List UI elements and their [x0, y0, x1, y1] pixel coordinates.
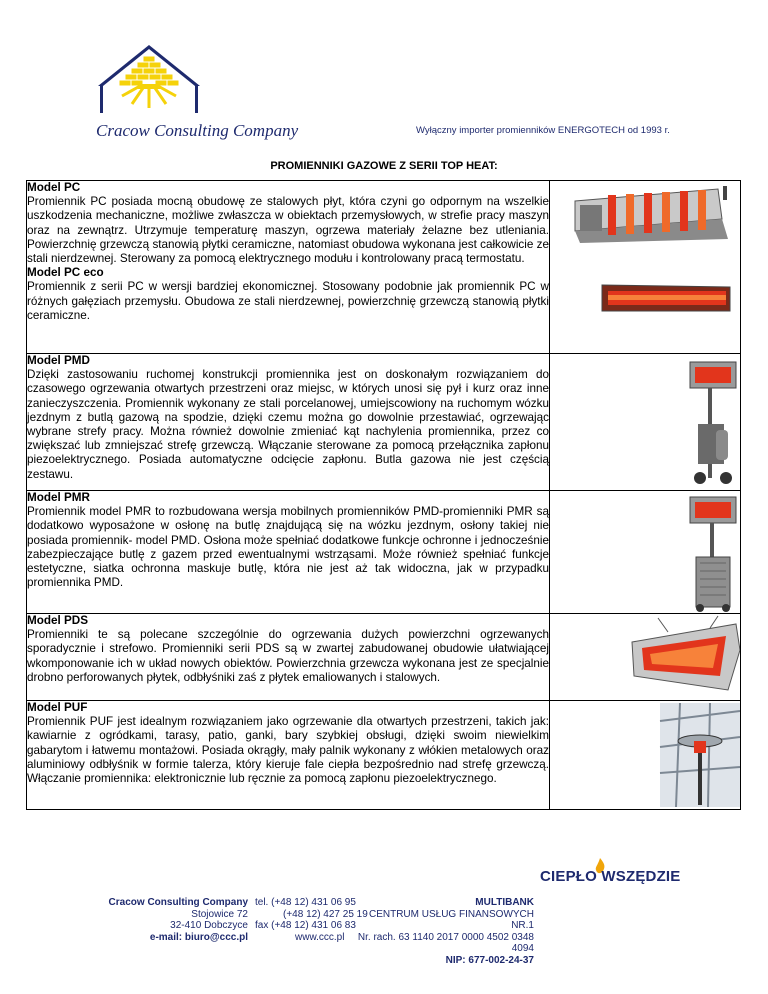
- product-cell: [27, 701, 550, 810]
- table-row: [27, 614, 741, 701]
- table-row: [27, 354, 741, 491]
- footer-bank-center: CENTRUM USŁUG FINANSOWYCH NR.1: [368, 908, 534, 931]
- heater-puf-image: [550, 701, 740, 809]
- importer-note: Wyłączny importer promienników ENERGOTECH od 1993 r.: [416, 125, 670, 136]
- product-description: Promiennik z serii PC w wersji bardziej ekonomicznej. Stosowany podobnie jak promiennik PC w różnych gałęziach przemysłu. Obudowa ze stali nierdzewnej, powierzchnię grzewczą stanowią płytki ceramiczne.: [27, 280, 549, 322]
- heater-pmr-image: [550, 491, 740, 613]
- footer-email[interactable]: e-mail: biuro@ccc.pl: [149, 931, 248, 943]
- company-name: Cracow Consulting Company: [96, 121, 299, 140]
- footer-fax: fax (+48 12) 431 06 83: [255, 920, 356, 931]
- product-name: Model PUF: [27, 701, 88, 714]
- heater-pmd-image: [550, 354, 740, 490]
- footer-tel2: (+48 12) 427 25 19: [283, 908, 368, 920]
- product-cell: [27, 614, 550, 701]
- product-name: Model PDS: [27, 614, 89, 627]
- product-image-cell: [550, 701, 741, 810]
- heater-pc-eco-image: [550, 281, 740, 315]
- product-description: Promienniki te są polecane szczególnie do ogrzewania dużych powierzchni ogrzewanych sporadycznie i strefowo. Promienniki serii PDS są w zwartej zabudowanej obudowie ułatwiającej wkomponowanie ich w układ nowych obiektów. Powierzchnia grzewcza wykonana jest ze specjalnie drobno perforowanych płytek, odbłyśniki zaś z płytek emaliowanych i stalowych.: [27, 628, 549, 684]
- product-description: Promiennik model PMR to rozbudowana wersja mobilnych promienników PMD-promienniki PMR są dodatkowo wyposażone w osłonę na butlę znajdującą się na wózku jezdnym, osłony takiej nie posiada promiennik- model PMD. Osłona może spełniać dodatkowe funkcje ochronne i jednocześnie zabezpieczające butlę z gazem przed ewentualnymi wstrząsami. Może również spełniać funkcje estetyczne, siatka ochronna maskuje butlę, która nie jest aż tak widoczna, jak w przypadku promiennika PMD.: [27, 505, 549, 590]
- product-cell: [27, 181, 550, 354]
- product-cell: [27, 491, 550, 614]
- footer-tel: tel. (+48 12) 431 06 95: [255, 897, 356, 908]
- footer-website[interactable]: www.ccc.pl: [295, 931, 345, 943]
- footer-address: [90, 897, 248, 943]
- heater-pc-image: [550, 181, 740, 353]
- product-description: Promiennik PC posiada mocną obudowę ze stalowych płyt, która czyni go odpornym na wszelkie uszkodzenia mechaniczne, możliwe zwłaszcza w obiektach przemysłowych, w strefie pracy maszyn oraz na zewnątrz. Utrzymuje temperaturę maszyn, ogrzewa materiały żelazne bez utleniania. Powierzchnię grzewczą stanowią płytki ceramiczne, natomiast obudowa wykonana jest całkowicie ze stali nierdzewnej. Sterowany za pomocą elektrycznego modułu i kontrolowany pracą termostatu.: [27, 195, 549, 266]
- product-name: Model PMD: [27, 354, 90, 367]
- product-image-cell: [550, 491, 741, 614]
- product-name: Model PC eco: [27, 266, 104, 280]
- table-row: [27, 181, 741, 354]
- table-row: [27, 701, 741, 810]
- brand-slogan: CIEPŁO WSZĘDZIE: [540, 868, 681, 885]
- company-logo: [96, 42, 202, 114]
- product-name: Model PC: [27, 181, 81, 194]
- product-image-cell: [550, 354, 741, 491]
- product-image-cell: [550, 181, 741, 354]
- footer-account: Nr. rach. 63 1140 2017 0000 4502 0348 4094: [357, 931, 534, 954]
- footer-nip: NIP: 677-002-24-37: [445, 954, 534, 966]
- product-name: Model PMR: [27, 491, 90, 504]
- heater-pds-image: [550, 614, 740, 700]
- product-cell: [27, 354, 550, 491]
- footer-street: Stojowice 72: [191, 908, 248, 920]
- product-description: Dzięki zastosowaniu ruchomej konstrukcji promiennika jest on doskonałym rozwiązaniem do czasowego ogrzewania otwartych przestrzeni oraz miejsc, w których unosi się pył i kurz oraz inne zanieczyszczenia. Promiennik wykonany ze stali porcelanowej, umiejscowiony na ruchomym wózku jezdnym z butlą gazową na spodzie, dzięki czemu można go dowolnie przestawiać, ogrzewając wybrane strefy pracy. Można również dowolnie zmieniać kąt nachylenia promiennika, przez co zwiększać lub zmniejszać strefę grzewczą. Włączanie sterowane za pomocą przełącznika zapłonu piezoelektrycznego. Posiada automatyczne odcięcie zapłonu. Butla gazowa nie jest częścią zestawu.: [27, 368, 549, 481]
- product-image-cell: [550, 614, 741, 701]
- table-row: [27, 491, 741, 614]
- footer-city: 32-410 Dobczyce: [170, 920, 248, 931]
- footer-bank: [348, 897, 534, 966]
- product-description: Promiennik PUF jest idealnym rozwiązaniem jako ogrzewanie dla otwartych przestrzeni, takich jak: kawiarnie z ogródkami, tarasy, patio, ganki, bary szybkiej obsługi, dzięki swoim niewielkim gabarytom i łatwemu montażowi. Posiada okrągły, mały palnik wykonany z włókien metalowych oraz aluminiowy odbłyśnik w formie talerza, który kieruje fale ciepła bezpośrednio nad strefę grzewczą. Włączanie promiennika: elektronicznie lub ręcznie za pomocą zapłonu piezoelektrycznego.: [27, 715, 549, 786]
- footer-company: Cracow Consulting Company: [108, 897, 248, 908]
- page-title: PROMIENNIKI GAZOWE Z SERII TOP HEAT:: [270, 160, 498, 172]
- products-table: [26, 180, 741, 810]
- footer-bank-name: MULTIBANK: [475, 897, 534, 908]
